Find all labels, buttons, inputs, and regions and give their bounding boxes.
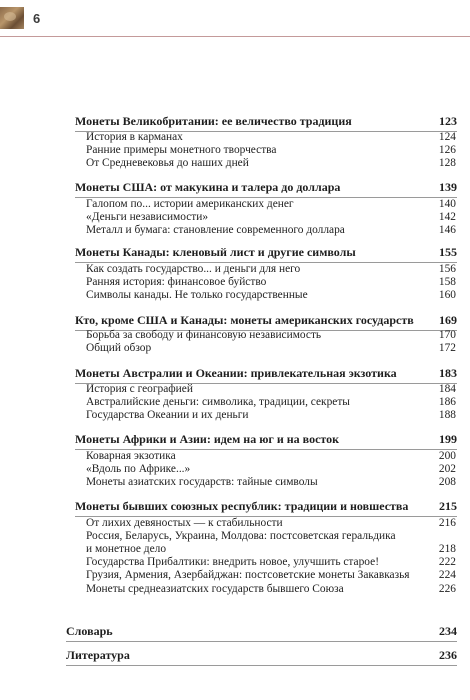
toc-entry-page: 188 (438, 409, 456, 422)
toc-entry: Символы канады. Не только государственные (86, 289, 308, 302)
section-title: Монеты Австралии и Океании: привлекательная экзотика (75, 366, 397, 380)
section-page-number: 183 (439, 366, 457, 380)
toc-entry: Грузия, Армения, Азербайджан: постсоветские монеты Закавказья (86, 569, 410, 582)
toc-entry: Ранние примеры монетного творчества (86, 144, 277, 157)
toc-entry: «Вдоль по Африке...» (86, 463, 191, 476)
toc-entry-page: 124 (438, 131, 456, 143)
toc-entry: Общий обзор (86, 342, 152, 355)
toc-entry: Металл и бумага: становление современного доллара (86, 224, 345, 237)
toc-entry: Борьба за свободу и финансовую независимость (86, 329, 322, 341)
toc-entry-page: 202 (438, 463, 456, 476)
toc-entry: и монетное дело (86, 543, 167, 556)
section-page-number: 139 (439, 180, 457, 194)
toc-entry: Галопом по... истории американских денег (86, 198, 294, 210)
toc-entry-page: 200 (438, 450, 456, 462)
toc-entry: Коварная экзотика (86, 450, 176, 462)
toc-entry-page: 128 (438, 157, 456, 170)
toc-entry: Монеты азиатских государств: тайные символы (86, 476, 318, 489)
toc-entry-page: 126 (438, 144, 456, 157)
toc-entry-page: 184 (438, 383, 456, 395)
toc-entry: «Деньги независимости» (86, 211, 209, 224)
appendix-title: Словарь (66, 624, 113, 638)
section-title: Монеты Канады: кленовый лист и другие символы (75, 245, 356, 259)
toc-entry-page: 140 (438, 198, 456, 210)
section-page-number: 123 (439, 114, 457, 128)
appendix-page-number: 236 (439, 648, 457, 662)
toc-entry-page: 222 (438, 556, 456, 569)
toc-entry-page: 224 (438, 569, 456, 582)
toc-entry-page: 226 (438, 582, 456, 595)
toc-entry: История в карманах (86, 131, 183, 143)
toc-entry-page: 218 (438, 543, 456, 556)
appendix-rule (66, 665, 457, 666)
toc-entry-page: 208 (438, 476, 456, 489)
page-number: 6 (33, 11, 41, 26)
toc-entry: Ранняя история: финансовое буйство (86, 276, 267, 289)
toc-entry: Австралийские деньги: символика, традиции, секреты (86, 396, 350, 409)
section-page-number: 199 (439, 432, 457, 446)
section-page-number: 215 (439, 499, 457, 513)
toc-entry-page: 146 (438, 224, 456, 237)
section-page-number: 155 (439, 245, 457, 259)
appendix-page-number: 234 (439, 624, 457, 638)
toc-entry-page: 156 (438, 263, 456, 275)
toc-entry-page: 158 (438, 276, 456, 289)
section-page-number: 169 (439, 313, 457, 327)
toc-entry: Государства Океании и их деньги (86, 409, 249, 422)
section-title: Монеты Африки и Азии: идем на юг и на восток (75, 432, 340, 446)
section-title: Монеты США: от макукина и талера до доллара (75, 180, 341, 194)
section-title: Монеты Великобритании: ее величество традиция (75, 114, 352, 128)
appendix-title: Литература (66, 648, 130, 662)
toc-entry-page: 216 (438, 517, 456, 529)
toc-entry: История с географией (86, 383, 193, 395)
section-title: Монеты бывших союзных республик: традиции и новшества (75, 499, 409, 513)
page-header (0, 0, 470, 34)
toc-entry-page: 186 (438, 396, 456, 409)
toc-entry: Как создать государство... и деньги для него (86, 263, 301, 275)
toc-entry-page: 160 (438, 289, 456, 302)
appendix-rule (66, 641, 457, 642)
toc-entry-page: 172 (438, 342, 456, 355)
toc-entry: От Средневековья до наших дней (86, 157, 249, 170)
toc-entry-page: 170 (438, 329, 456, 341)
section-title: Кто, кроме США и Канады: монеты американских государств (75, 313, 414, 327)
header-rule (0, 36, 470, 37)
toc-entry: Государства Прибалтики: внедрить новое, улучшить старое! (86, 556, 379, 569)
corner-coin-image (0, 7, 24, 29)
toc-entry: От лихих девяностых — к стабильности (86, 517, 283, 529)
toc-entry: Россия, Беларусь, Украина, Молдова: постсоветская геральдика (86, 530, 396, 543)
toc-entry-page: 142 (438, 211, 456, 224)
toc-entry: Монеты среднеазиатских государств бывшего Союза (86, 582, 344, 595)
